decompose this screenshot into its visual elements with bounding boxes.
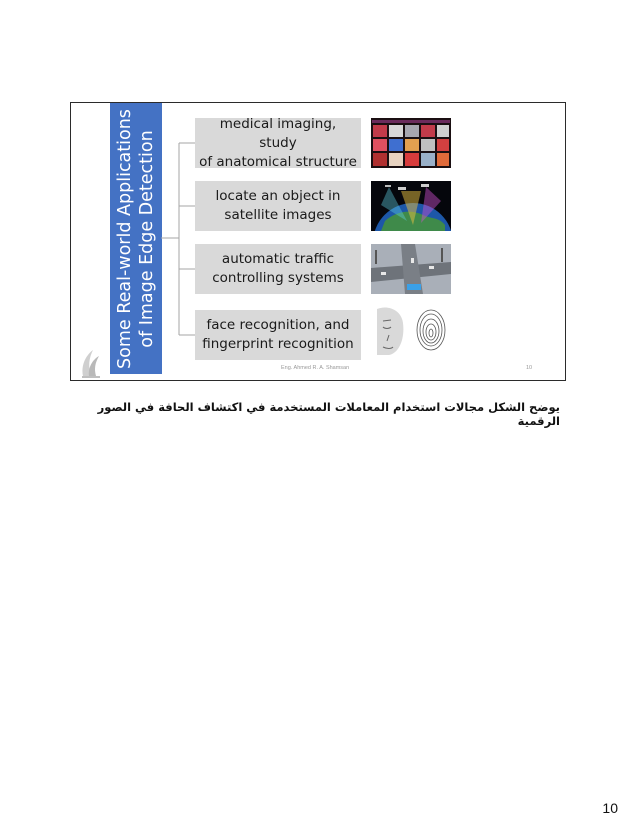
face-fingerprint-image xyxy=(371,305,451,355)
application-text-line-2: fingerprint recognition xyxy=(202,336,354,352)
application-text-line-1: medical imaging, study xyxy=(219,115,337,151)
slide-title-bar xyxy=(110,103,162,374)
application-text-line-1: locate an object in xyxy=(215,188,341,204)
slide-title-line-2: of Image Edge Detection xyxy=(137,129,157,348)
application-text-line-2: controlling systems xyxy=(212,270,344,286)
university-logo-icon xyxy=(79,346,103,380)
application-box-face-fingerprint xyxy=(195,310,361,360)
application-box-medical-imaging xyxy=(195,115,361,170)
page-number: 10 xyxy=(602,800,618,816)
application-box-satellite xyxy=(195,181,361,231)
application-text-line-1: face recognition, and xyxy=(206,317,350,333)
figure-caption: يوضح الشكل مجالات استخدام المعاملات المستخدمة في اكتشاف الحافة في الصور الرقمية xyxy=(97,400,560,428)
slide-number: 10 xyxy=(526,365,533,371)
medical-scans-image xyxy=(371,118,451,168)
application-text-line-1: automatic traffic xyxy=(221,251,335,267)
slide-footer-credit: Eng. Ahmed R. A. Shamsan xyxy=(281,365,350,371)
slide-figure xyxy=(70,102,566,381)
slide-title xyxy=(114,104,158,374)
traffic-intersection-image xyxy=(371,244,451,294)
application-box-traffic xyxy=(195,244,361,294)
application-text-line-2: satellite images xyxy=(224,207,332,223)
application-text-line-2: of anatomical structure xyxy=(199,153,357,170)
slide-title-line-1: Some Real-world Applications xyxy=(115,108,135,369)
satellite-earth-image xyxy=(371,181,451,231)
